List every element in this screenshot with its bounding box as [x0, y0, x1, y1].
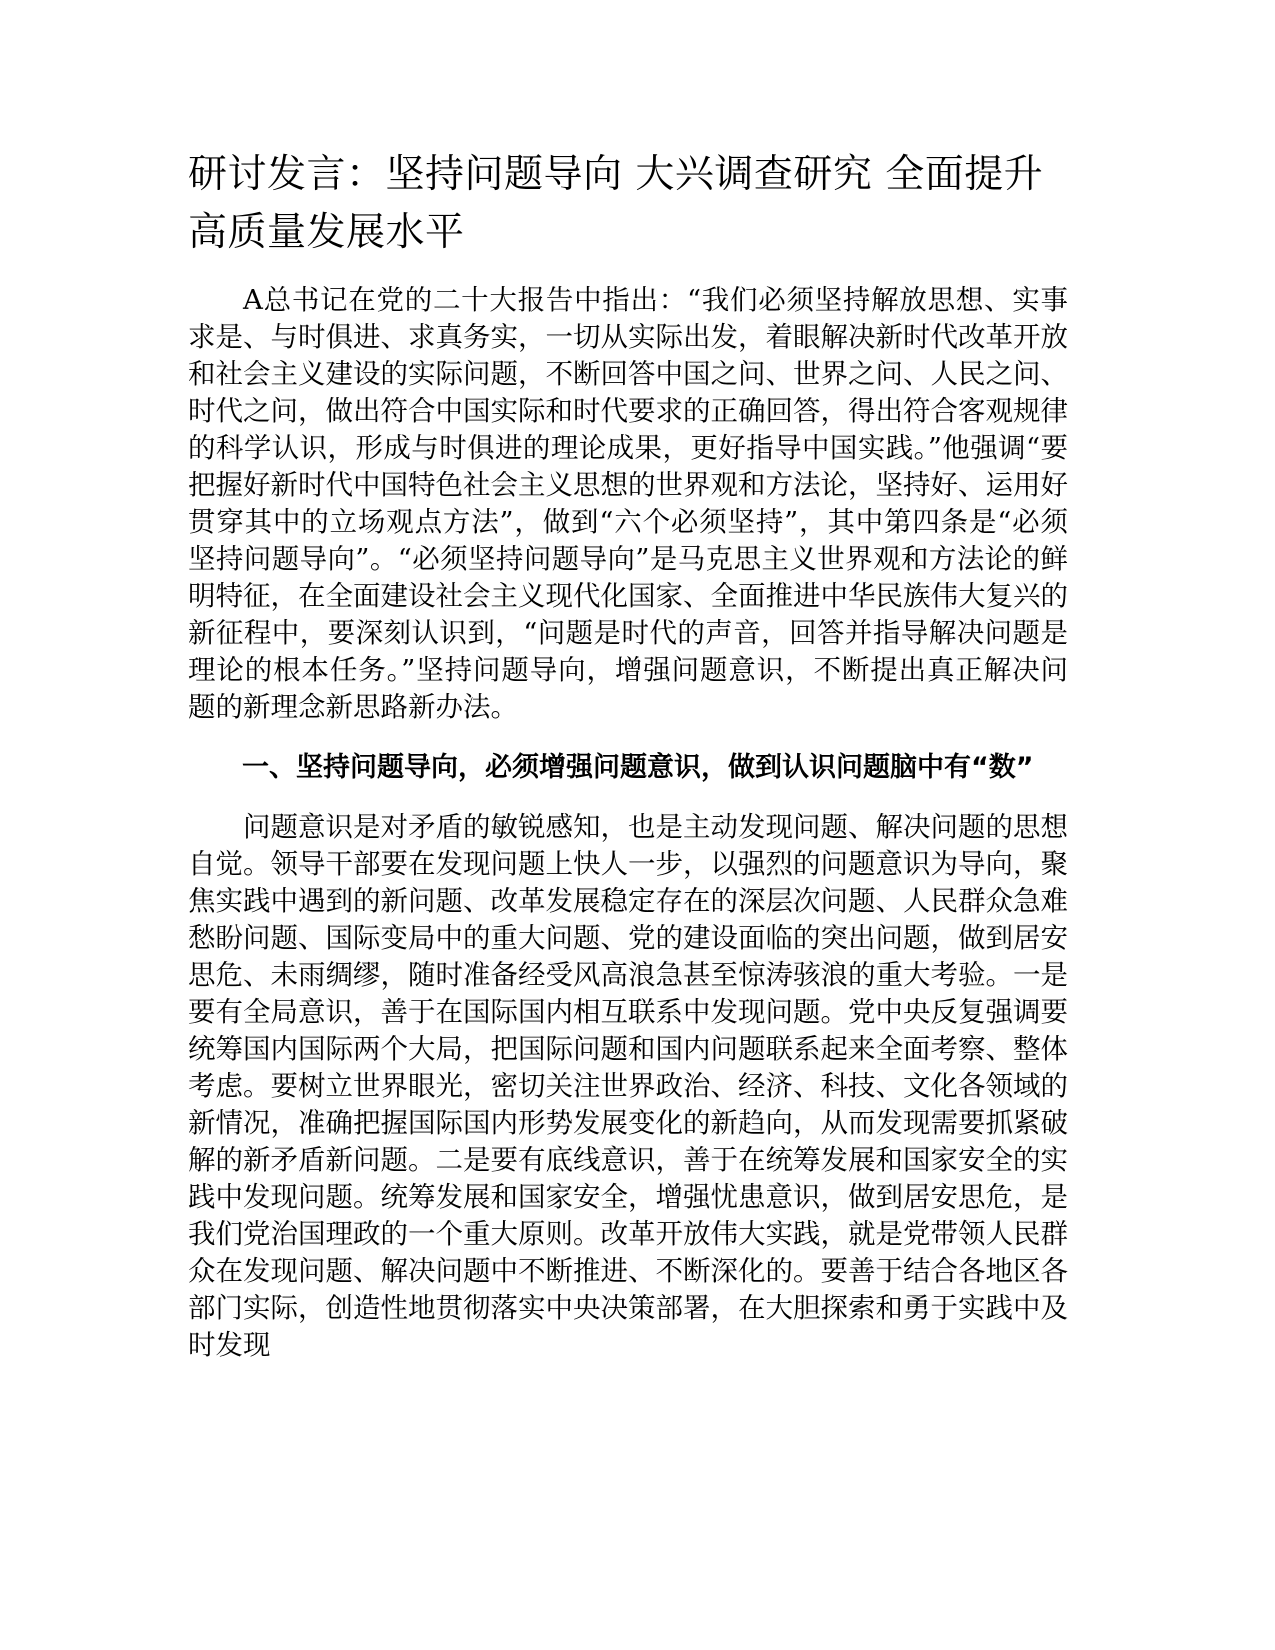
section-1-paragraph: 问题意识是对矛盾的敏锐感知，也是主动发现问题、解决问题的思想自觉。领导干部要在发现问题上快人一步，以强烈的问题意识为导向，聚焦实践中遇到的新问题、改革发展稳定存在的深层次问题、人民群众急难愁盼问题、国际变局中的重大问题、党的建设面临的突出问题，做到居安思危、未雨绸缪，随时准备经受风高浪急甚至惊涛骇浪的重大考验。一是要有全局意识，善于在国际国内相互联系中发现问题。党中央反复强调要统筹国内国际两个大局，把国际问题和国内问题联系起来全面考察、整体考虑。要树立世界眼光，密切关注世界政治、经济、科技、文化各领域的新情况，准确把握国际国内形势发展变化的新趋向，从而发现需要抓紧破解的新矛盾新问题。二是要有底线意识，善于在统筹发展和国家安全的实践中发现问题。统筹发展和国家安全，增强忧患意识，做到居安思危，是我们党治国理政的一个重大原则。改革开放伟大实践，就是党带领人民群众在发现问题、解决问题中不断推进、不断深化的。要善于结合各地区各部门实际，创造性地贯彻落实中央决策部署，在大胆探索和勇于实践中及时发现 — [188, 811, 1068, 1361]
intro-paragraph: A总书记在党的二十大报告中指出：“我们必须坚持解放思想、实事求是、与时俱进、求真务实，一切从实际出发，着眼解决新时代改革开放和社会主义建设的实际问题，不断回答中国之问、世界之问、人民之问、时代之问，做出符合中国实际和时代要求的正确回答，得出符合客观规律的科学认识，形成与时俱进的理论成果，更好指导中国实践。”他强调“要把握好新时代中国特色社会主义思想的世界观和方法论，坚持好、运用好贯穿其中的立场观点方法”，做到“六个必须坚持”，其中第四条是“必须坚持问题导向”。“必须坚持问题导向”是马克思主义世界观和方法论的鲜明特征，在全面建设社会主义现代化国家、全面推进中华民族伟大复兴的新征程中，要深刻认识到，“问题是时代的声音，回答并指导解决问题是理论的根本任务。”坚持问题导向，增强问题意识，不断提出真正解决问题的新理念新思路新办法。 — [188, 284, 1068, 723]
section-heading-1: 一、坚持问题导向，必须增强问题意识，做到认识问题脑中有“数” — [242, 752, 1034, 783]
document-body — [188, 146, 1068, 1364]
document-title: 研讨发言：坚持问题导向 大兴调查研究 全面提升高质量发展水平 — [188, 152, 1044, 255]
